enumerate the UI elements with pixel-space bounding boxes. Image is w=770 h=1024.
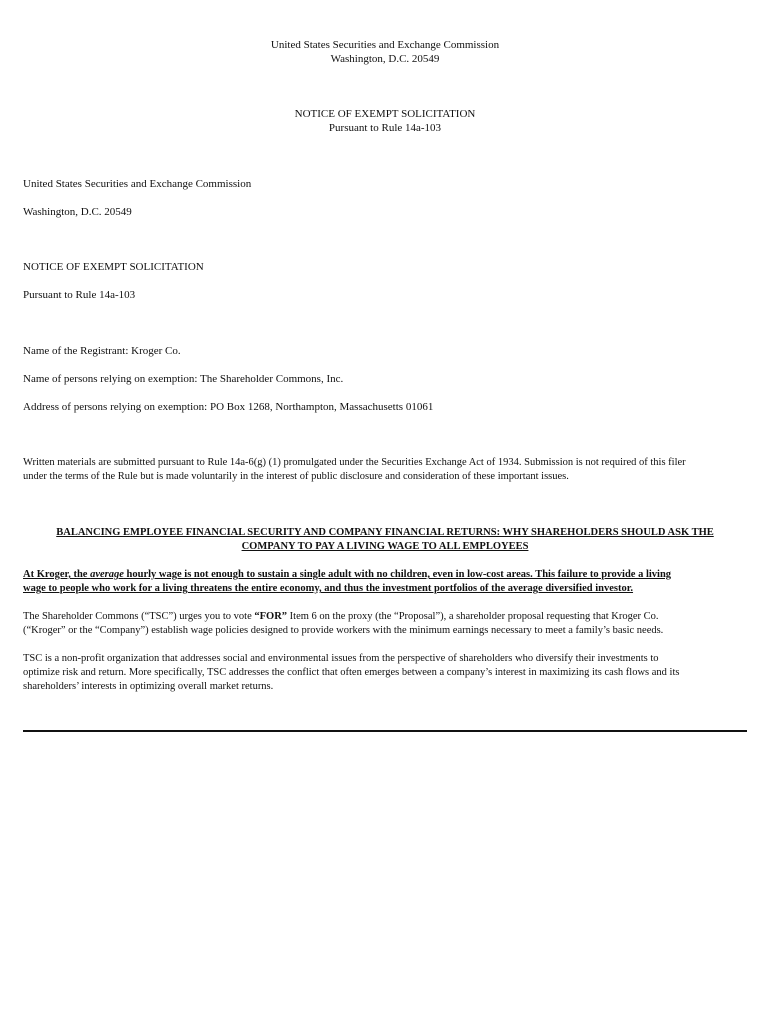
vote-line: (“Kroger” or the “Company”) establish wage policies designed to provide workers with the minimum earnings necessary to meet a family’s basic needs. [23,625,664,636]
notice-title: NOTICE OF EXEMPT SOLICITATION [294,108,476,120]
persons-address: Address of persons relying on exemption: PO Box 1268, Northampton, Massachusetts 01061 [23,401,434,413]
vote-paragraph [23,610,747,638]
tsc-line: optimize risk and return. More specifically, TSC addresses the conflict that often emerges between a company’s interest in maximizing its cash flows and its [23,667,680,678]
header-location: Washington, D.C. 20549 [330,53,440,65]
written-materials-paragraph [23,456,747,484]
lead-line: wage to people who work for a living threatens the entire economy, and thus the investment portfolios of the average diversified investor. [23,583,634,594]
tsc-line: TSC is a non-profit organization that addresses social and environmental issues from the perspective of shareholders who diversify their investments to [23,653,659,664]
cover-rule: Pursuant to Rule 14a-103 [23,289,136,301]
lead-line1-rest: hourly wage is not enough to sustain a single adult with no children, even in low-cost areas. This failure to provide a living [123,569,672,580]
cover-location: Washington, D.C. 20549 [23,206,132,218]
tsc-line: shareholders’ interests in optimizing overall market returns. [23,681,274,692]
written-materials-line: under the terms of the Rule but is made voluntarily in the interest of public disclosure and consideration of these important issues. [23,471,569,482]
headline-line: BALANCING EMPLOYEE FINANCIAL SECURITY AND COMPANY FINANCIAL RETURNS: WHY SHAREHOLDERS SHOULD ASK THE [56,527,714,538]
notice-heading [0,107,770,135]
vote-line1-start: The Shareholder Commons (“TSC”) urges you to vote [23,611,255,622]
persons-relying: Name of persons relying on exemption: The Shareholder Commons, Inc. [23,373,344,385]
vote-line1-end: Item 6 on the proxy (the “Proposal”), a shareholder proposal requesting that Kroger Co. [287,611,659,622]
cover-agency: United States Securities and Exchange Commission [23,178,252,190]
headline-line: COMPANY TO PAY A LIVING WAGE TO ALL EMPLOYEES [241,541,529,552]
header-agency: United States Securities and Exchange Commission [270,39,500,51]
lead-paragraph [23,568,747,596]
page-divider [23,730,747,732]
cover-notice-title: NOTICE OF EXEMPT SOLICITATION [23,261,204,273]
page-header [0,38,770,66]
vote-for-emphasis: “FOR” [254,611,288,622]
lead-emphasis: average [90,569,124,580]
written-materials-line: Written materials are submitted pursuant to Rule 14a-6(g) (1) promulgated under the Securities Exchange Act of 1934. Submission is not required of this filer [23,457,686,468]
lead-prefix: At Kroger, the [23,569,91,580]
lead-line [23,568,747,582]
vote-line [23,610,747,624]
registrant-name: Name of the Registrant: Kroger Co. [23,345,181,357]
article-headline [23,526,747,554]
tsc-paragraph [23,652,747,694]
notice-rule: Pursuant to Rule 14a-103 [328,122,442,134]
